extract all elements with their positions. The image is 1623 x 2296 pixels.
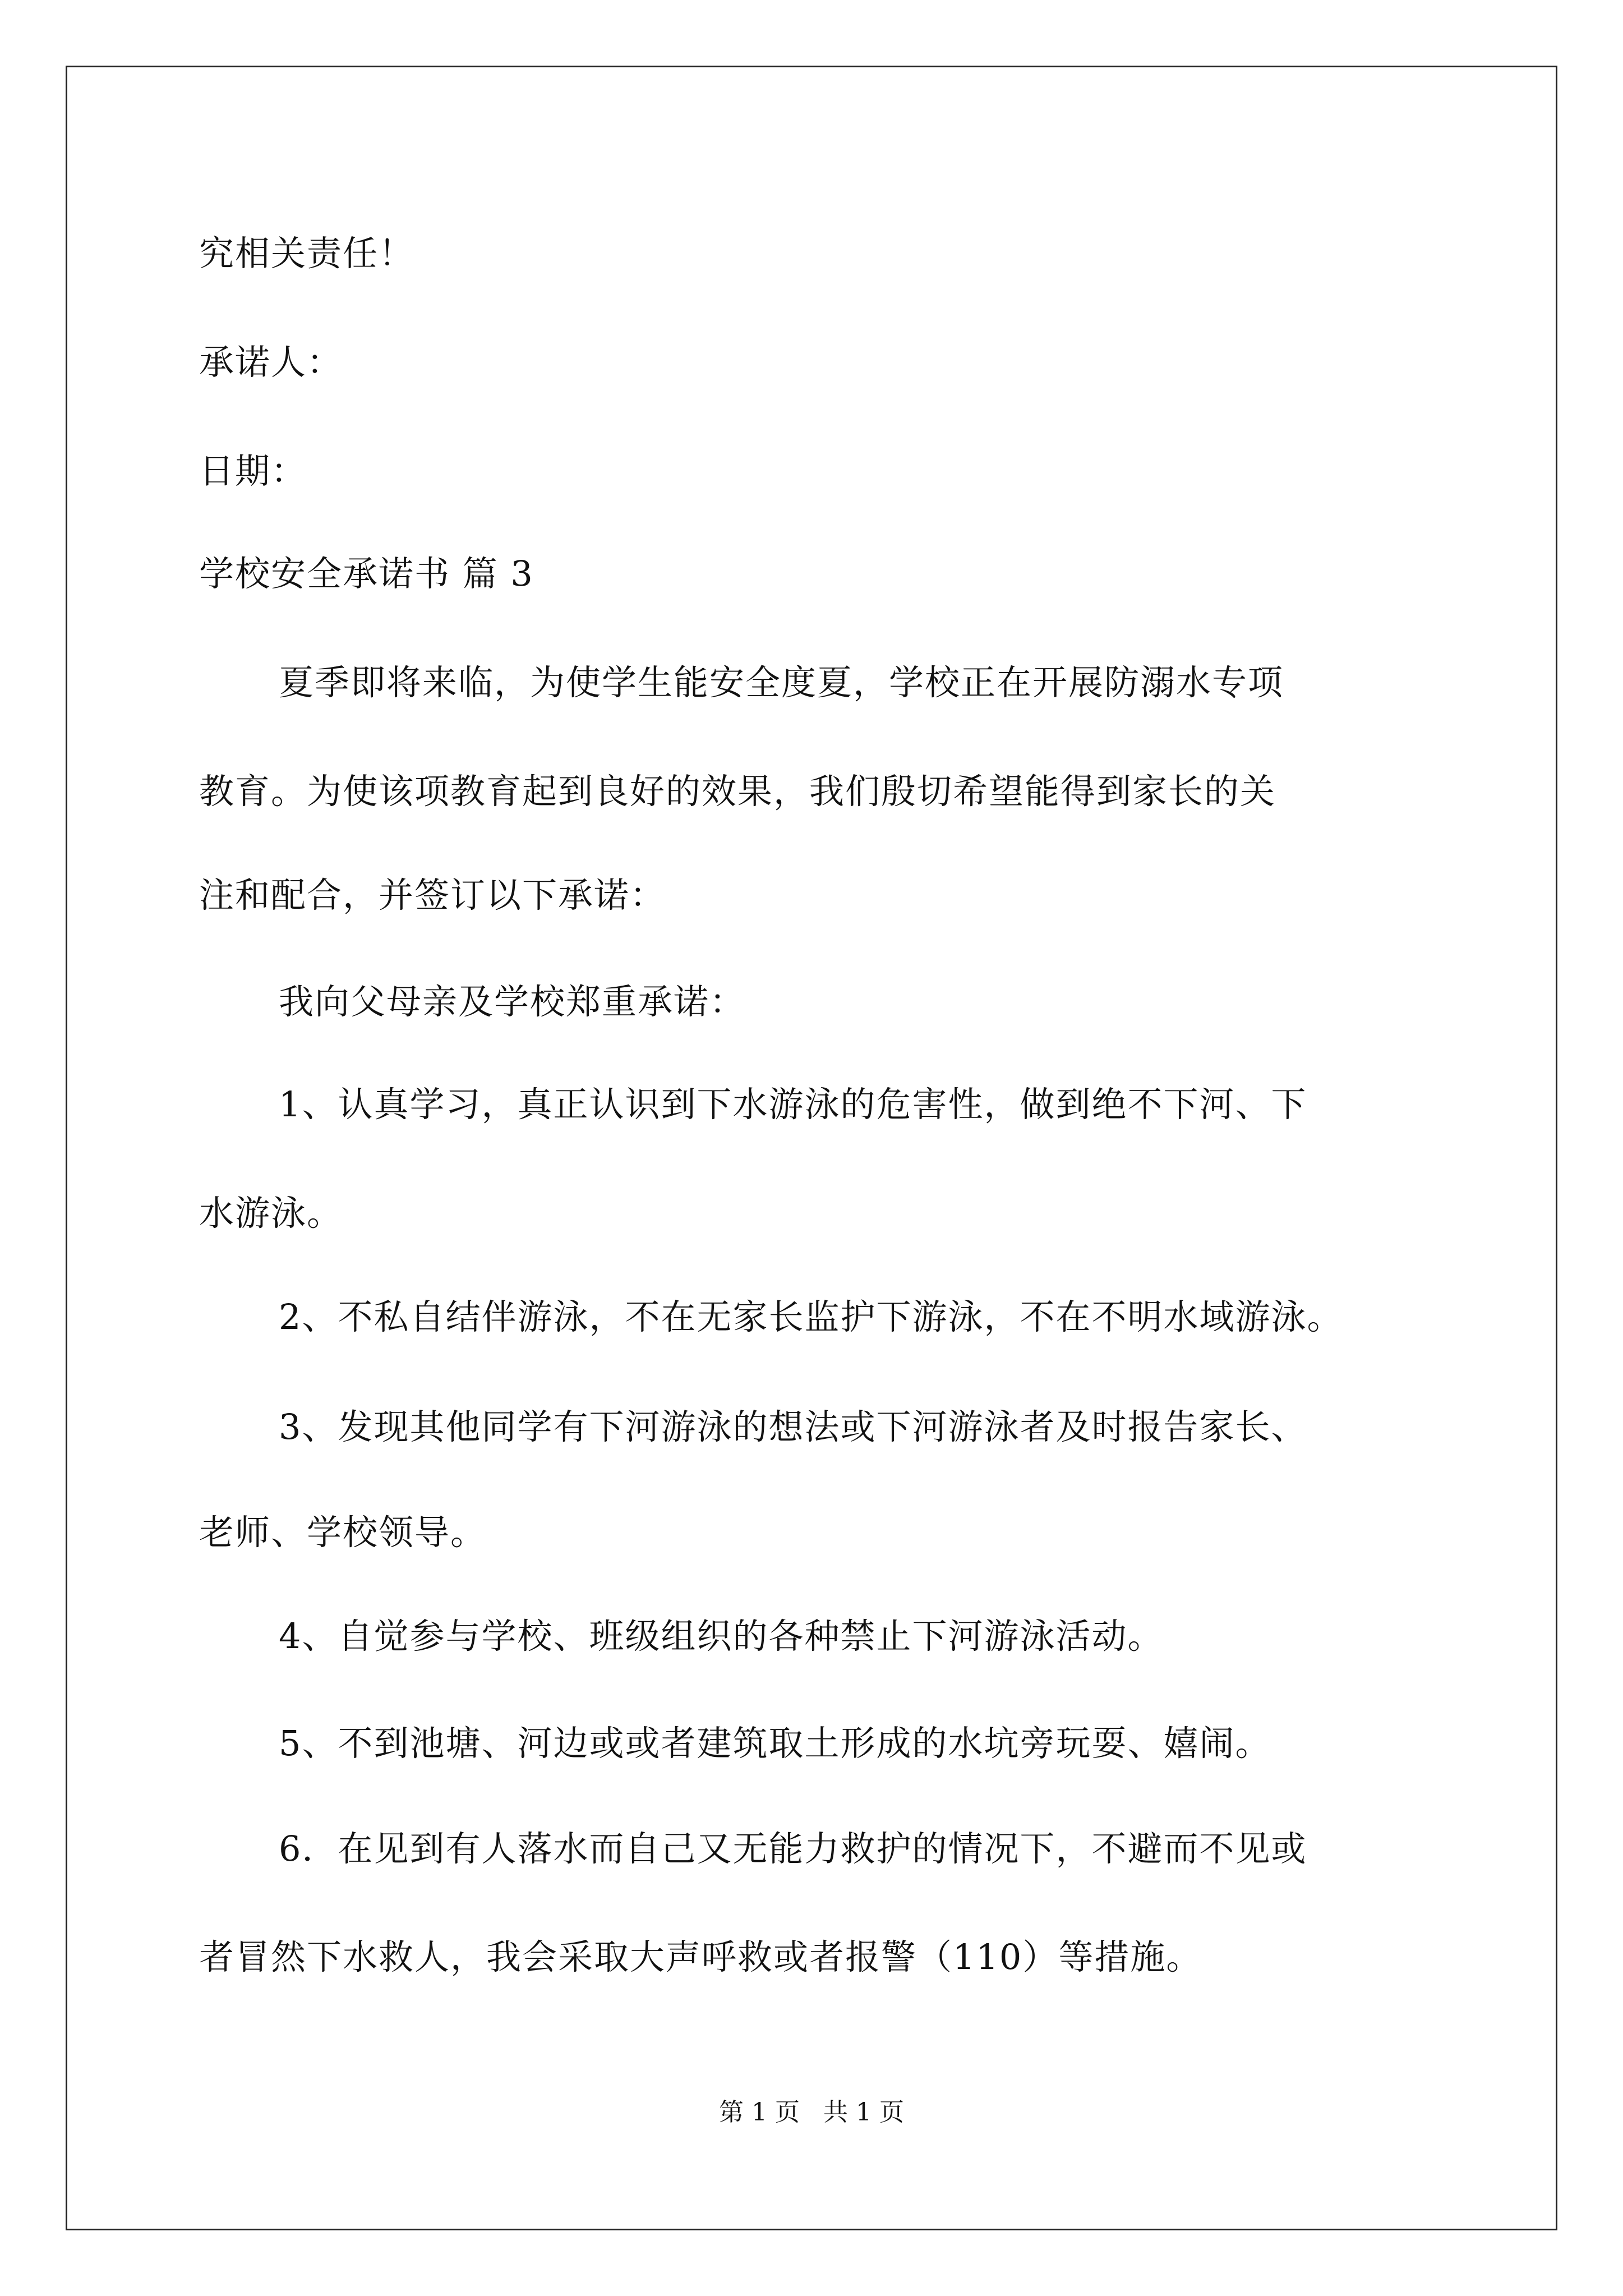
list-item-line: 水游泳。 xyxy=(199,1193,343,1234)
list-item-line: 4、自觉参与学校、班级组织的各种禁止下河游泳活动。 xyxy=(279,1616,1164,1657)
paragraph-line: 夏季即将来临，为使学生能安全度夏，学校正在开展防溺水专项 xyxy=(279,662,1284,703)
paragraph-line: 我向父母亲及学校郑重承诺： xyxy=(279,981,746,1022)
list-item-line: 老师、学校领导。 xyxy=(199,1512,487,1553)
page-number-footer: 第 1 页 共 1 页 xyxy=(719,2098,904,2127)
list-item-line: 5、不到池塘、河边或或者建筑取土形成的水坑旁玩耍、嬉闹。 xyxy=(279,1723,1271,1764)
list-item-line: 1、认真学习，真正认识到下水游泳的危害性，做到绝不下河、下 xyxy=(279,1084,1307,1125)
list-item-line: 6．在见到有人落水而自己又无能力救护的情况下，不避而不见或 xyxy=(279,1828,1307,1869)
paragraph-line: 注和配合，并签订以下承诺： xyxy=(199,875,666,915)
text-line: 究相关责任！ xyxy=(199,233,415,274)
list-item-line: 2、不私自结伴游泳，不在无家长监护下游泳，不在不明水域游泳。 xyxy=(279,1296,1343,1337)
paragraph-line: 教育。为使该项教育起到良好的效果，我们殷切希望能得到家长的关 xyxy=(199,771,1276,812)
list-item-line: 者冒然下水救人，我会采取大声呼救或者报警（110）等措施。 xyxy=(199,1936,1202,1977)
text-line: 日期： xyxy=(199,450,307,491)
page-border xyxy=(66,66,1557,2230)
text-line: 承诺人： xyxy=(199,342,343,383)
section-heading: 学校安全承诺书 篇 3 xyxy=(199,553,534,594)
list-item-line: 3、发现其他同学有下河游泳的想法或下河游泳者及时报告家长、 xyxy=(279,1406,1307,1447)
